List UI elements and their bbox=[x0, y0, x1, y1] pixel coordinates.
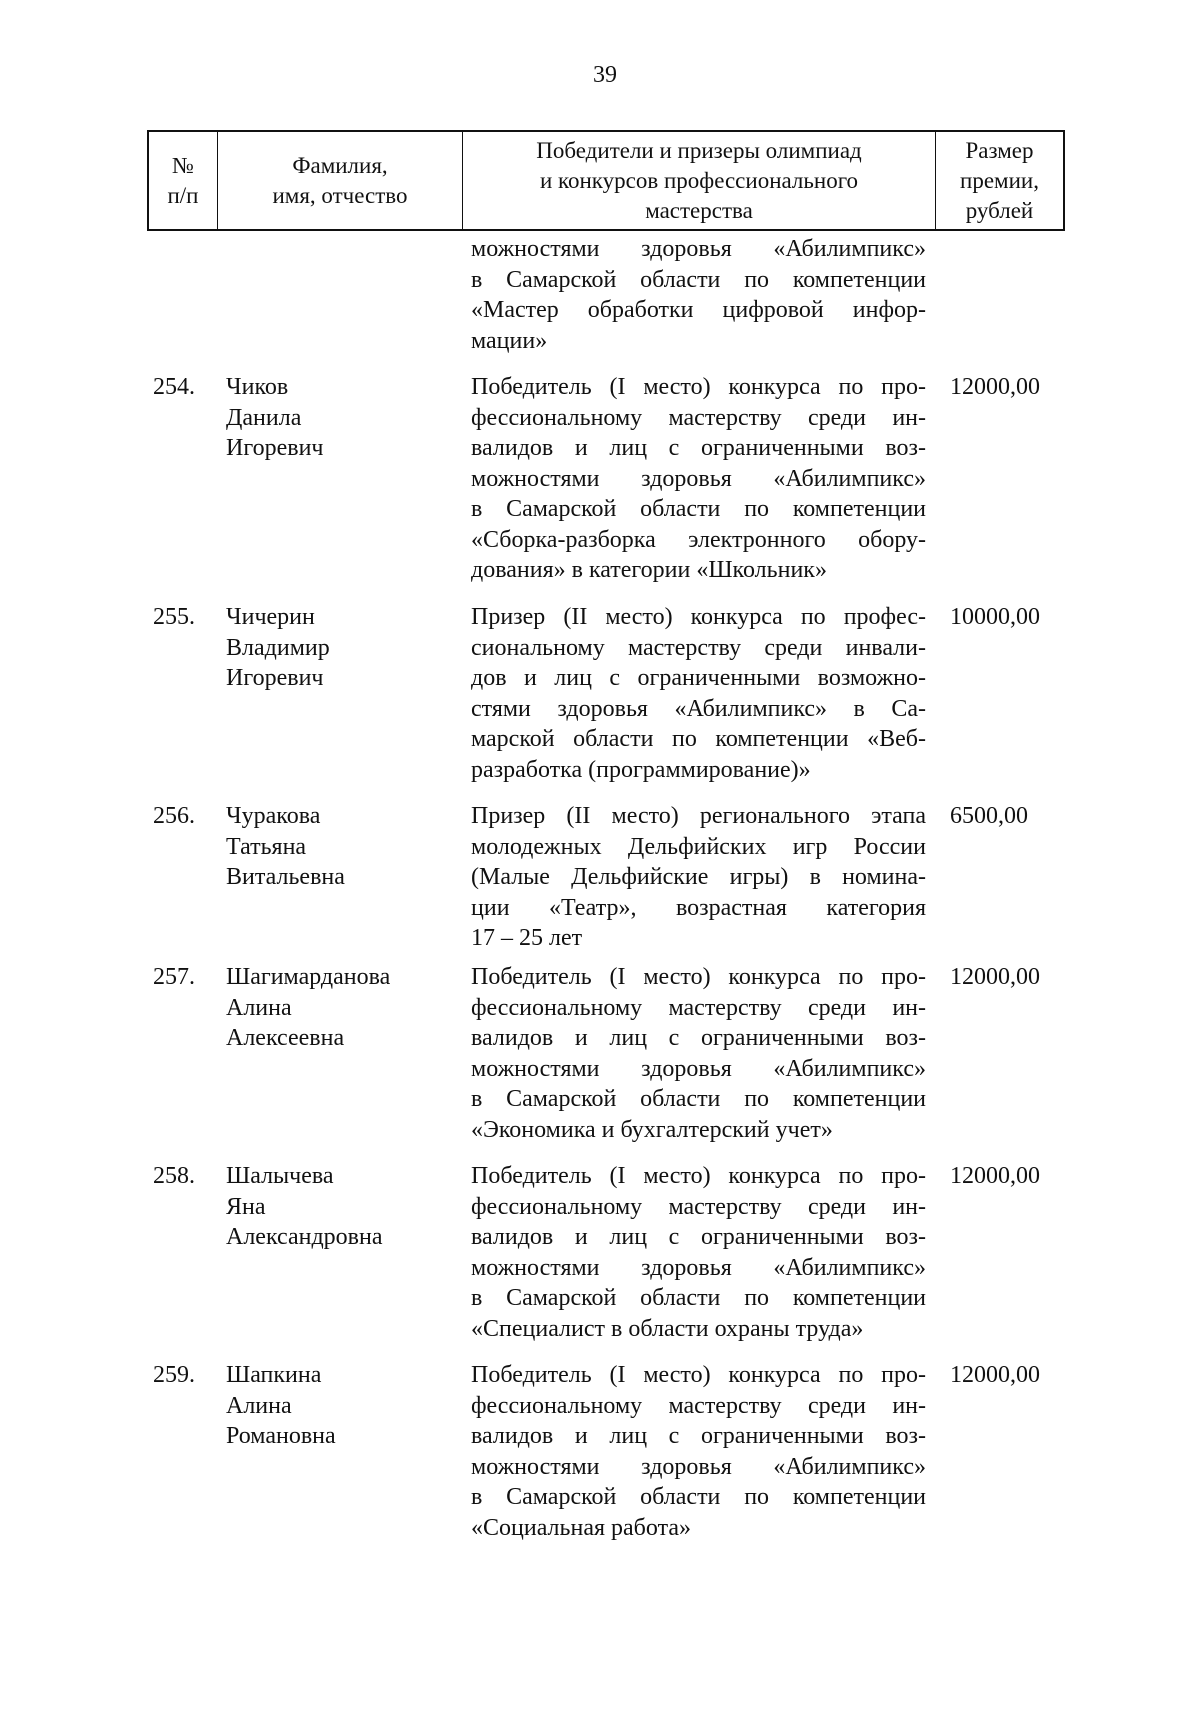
desc-line: в Самарской области по компетенции bbox=[471, 1285, 926, 1311]
header-col-prize: Размер премии, рублей bbox=[960, 137, 1039, 223]
patronymic: Игоревич bbox=[226, 435, 324, 461]
surname: Чуракова bbox=[226, 803, 321, 829]
desc-line: (Малые Дельфийские игры) в номина- bbox=[471, 864, 926, 890]
desc-line: молодежных Дельфийских игр России bbox=[471, 833, 926, 860]
desc-line: «Специалист в области охраны труда» bbox=[471, 1315, 864, 1342]
desc-line: валидов и лиц с ограниченными воз- bbox=[471, 1224, 926, 1250]
desc-line: «Экономика и бухгалтерский учет» bbox=[471, 1116, 833, 1143]
desc-line: дов и лиц с ограниченными возможно- bbox=[471, 665, 926, 691]
surname: Чичерин bbox=[226, 604, 315, 630]
desc-line: фессиональному мастерству среди ин- bbox=[471, 1193, 926, 1220]
desc-line: «Мастер обработки цифровой инфор- bbox=[471, 297, 926, 323]
patronymic: Романовна bbox=[226, 1423, 336, 1449]
first-name: Данила bbox=[226, 404, 302, 431]
desc-line: 17 – 25 лет bbox=[471, 925, 583, 951]
award-description bbox=[471, 372, 926, 586]
desc-line: стями здоровья «Абилимпикс» в Са- bbox=[471, 695, 926, 722]
desc-line: «Социальная работа» bbox=[471, 1514, 691, 1541]
desc-line: Призер (II место) регионального этапа bbox=[471, 803, 926, 829]
header-col-number: № п/п bbox=[149, 132, 218, 229]
row-number: 255. bbox=[153, 604, 195, 630]
desc-line: дования» в категории «Школьник» bbox=[471, 557, 827, 583]
surname: Шалычева bbox=[226, 1163, 334, 1189]
prize-amount: 12000,00 bbox=[950, 964, 1040, 990]
first-name: Татьяна bbox=[226, 833, 307, 860]
patronymic: Александровна bbox=[226, 1224, 383, 1250]
desc-line: можностями здоровья «Абилимпикс» bbox=[471, 1254, 926, 1281]
prize-amount: 12000,00 bbox=[950, 374, 1040, 400]
person-name bbox=[226, 1161, 466, 1253]
row-number: 256. bbox=[153, 803, 195, 829]
table-header bbox=[147, 130, 1065, 231]
person-name bbox=[226, 962, 466, 1054]
desc-line: разработка (программирование)» bbox=[471, 756, 811, 783]
page-number: 39 bbox=[593, 62, 617, 88]
first-name: Алина bbox=[226, 994, 292, 1021]
desc-line: фессиональному мастерству среди ин- bbox=[471, 994, 926, 1021]
row-number: 254. bbox=[153, 374, 195, 400]
row-number: 257. bbox=[153, 964, 195, 990]
desc-line: Победитель (I место) конкурса по про- bbox=[471, 1163, 926, 1189]
desc-line: можностями здоровья «Абилимпикс» bbox=[471, 465, 926, 492]
first-name: Алина bbox=[226, 1392, 292, 1419]
row-number: 259. bbox=[153, 1362, 195, 1388]
desc-line: мации» bbox=[471, 327, 548, 354]
patronymic: Игоревич bbox=[226, 665, 324, 691]
desc-line: можностями здоровья «Абилимпикс» bbox=[471, 1055, 926, 1082]
desc-line: можностями здоровья «Абилимпикс» bbox=[471, 1453, 926, 1480]
patronymic: Алексеевна bbox=[226, 1025, 345, 1051]
continued-description bbox=[471, 234, 926, 356]
award-description bbox=[471, 602, 926, 785]
desc-line: валидов и лиц с ограниченными воз- bbox=[471, 1025, 926, 1051]
desc-line: в Самарской области по компетенции bbox=[471, 1484, 926, 1510]
first-name: Владимир bbox=[226, 634, 330, 661]
desc-line: Победитель (I место) конкурса по про- bbox=[471, 1362, 926, 1388]
desc-line: Победитель (I место) конкурса по про- bbox=[471, 374, 926, 400]
surname: Чиков bbox=[226, 374, 289, 400]
person-name bbox=[226, 801, 466, 893]
desc-line: «Сборка-разборка электронного обору- bbox=[471, 526, 926, 553]
desc-line: можностями здоровья «Абилимпикс» bbox=[471, 236, 926, 262]
surname: Шагимарданова bbox=[226, 964, 391, 990]
row-number: 258. bbox=[153, 1163, 195, 1189]
desc-line: в Самарской области по компетенции bbox=[471, 266, 926, 293]
first-name: Яна bbox=[226, 1193, 266, 1220]
award-description bbox=[471, 1161, 926, 1344]
person-name bbox=[226, 372, 466, 464]
header-col-description: Победители и призеры олимпиад и конкурсов профессионального мастерства bbox=[463, 132, 936, 229]
desc-line: Победитель (I место) конкурса по про- bbox=[471, 964, 926, 990]
desc-line: ции «Театр», возрастная категория bbox=[471, 894, 926, 921]
patronymic: Витальевна bbox=[226, 864, 345, 890]
prize-amount: 10000,00 bbox=[950, 604, 1040, 630]
desc-line: фессиональному мастерству среди ин- bbox=[471, 404, 926, 431]
desc-line: валидов и лиц с ограниченными воз- bbox=[471, 435, 926, 461]
desc-line: в Самарской области по компетенции bbox=[471, 1086, 926, 1112]
desc-line: марской области по компетенции «Веб- bbox=[471, 726, 926, 752]
person-name bbox=[226, 1360, 466, 1452]
desc-line: в Самарской области по компетенции bbox=[471, 496, 926, 522]
prize-amount: 12000,00 bbox=[950, 1163, 1040, 1189]
desc-line: Призер (II место) конкурса по профес- bbox=[471, 604, 926, 630]
desc-line: валидов и лиц с ограниченными воз- bbox=[471, 1423, 926, 1449]
header-col-name: Фамилия, имя, отчество bbox=[218, 132, 463, 229]
surname: Шапкина bbox=[226, 1362, 322, 1388]
prize-amount: 12000,00 bbox=[950, 1362, 1040, 1388]
desc-line: фессиональному мастерству среди ин- bbox=[471, 1392, 926, 1419]
award-description bbox=[471, 1360, 926, 1543]
person-name bbox=[226, 602, 466, 694]
desc-line: сиональному мастерству среди инвали- bbox=[471, 634, 926, 661]
prize-amount: 6500,00 bbox=[950, 803, 1028, 829]
award-description bbox=[471, 962, 926, 1145]
award-description bbox=[471, 801, 926, 954]
